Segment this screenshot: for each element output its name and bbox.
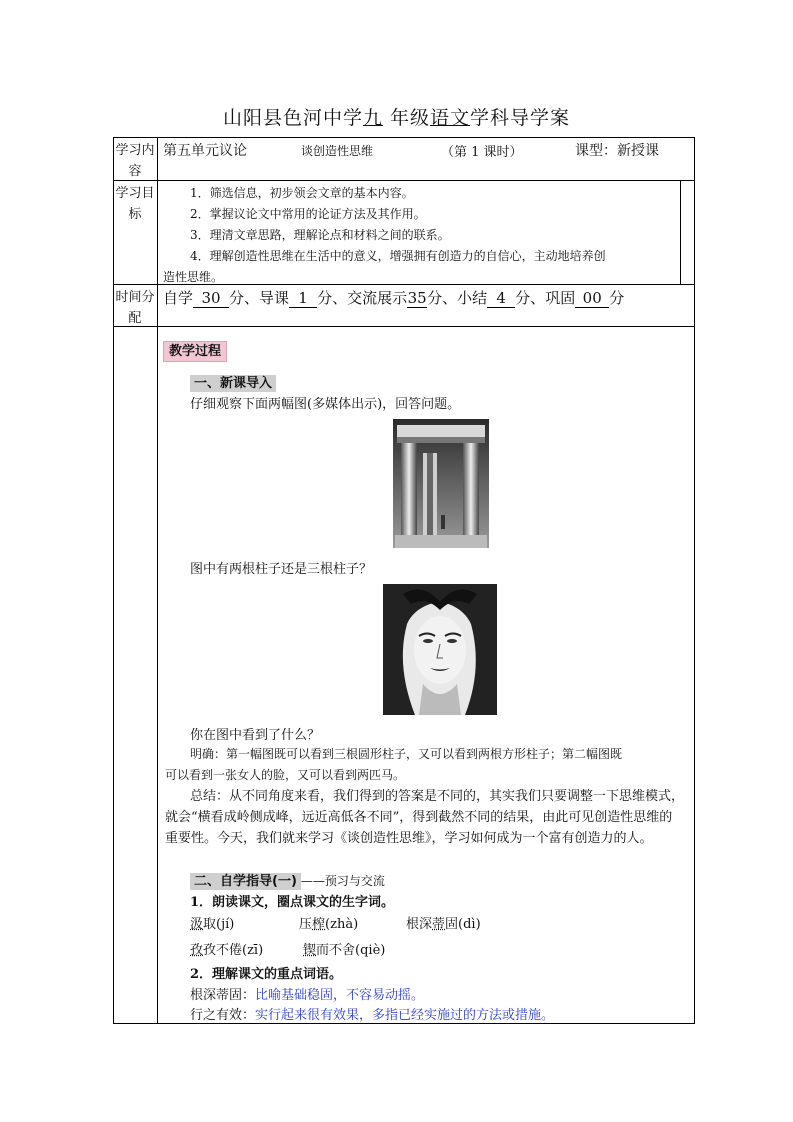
vocab-word-2: 压榨(zhà) [299,917,359,932]
label-study-goals: 学习目标 [115,186,155,222]
lesson-period: （第 1 课时） [441,145,523,160]
time-self-study: 30 [193,289,229,308]
vocab-word-1: 汲取(jí) [190,917,235,932]
time-exchange: 35 [407,289,427,307]
time-allocation: 自学 30 分、导课 1 分、交流展示35分、小结 4 分、巩固 00 分 [163,289,625,307]
pillars-illusion-image [393,419,489,548]
label-study-content: 学习内容 [115,143,155,179]
objective-4-cont: 造性思维。 [163,270,224,284]
question-2: 你在图中看到了什么？ [190,728,321,743]
process-heading: 教学过程 [163,340,227,359]
vocab-def-2: 行之有效：实行起来很有效果，多指已经实施过的方法或措施。 [190,1008,555,1023]
objective-4: 4．理解创造性思维在生活中的意义，增强拥有创造力的自信心，主动地培养创 [190,249,606,263]
section-1-intro: 仔细观察下面两幅图(多媒体出示)，回答问题。 [190,397,461,412]
vocab-def-1: 根深蒂固：比喻基础稳固，不容易动摇。 [190,988,425,1003]
label-time-allocation: 时间分配 [115,290,155,326]
answer-line-1: 明确：第一幅图既可以看到三根圆形柱子，又可以看到两根方形柱子；第二幅图既 [190,747,623,761]
lesson-type: 课型：新授课 [575,143,659,159]
lesson-name: 谈创造性思维 [301,144,374,158]
face-horses-illusion-image [383,584,497,715]
vocab-word-4: 孜孜不倦(zī) [190,943,264,958]
time-summary: 4 [487,289,515,308]
summary-paragraph: 总结：从不同角度来看，我们得到的答案是不同的，其实我们只要调整一下思维模式，就会“横看成岭侧成峰，远近高低各不同”，得到截然不同的结果，由此可见创造性思维的重要性。今天，我们就来学习《谈创造性思维》，学习如何成为一个富有创造力的人。 [165,789,685,846]
objective-3: 3．理清文章思路，理解论点和材料之间的联系。 [190,228,450,242]
page-title: 山阳县色河中学九 年级语文学科导学案 [222,107,571,129]
objective-1: 1．筛选信息，初步领会文章的基本内容。 [190,186,414,200]
section-1-title: 一、新课导入 [190,372,276,391]
task-2: 2．理解课文的重点词语。 [190,967,343,982]
time-consolidate: 00 [575,289,609,308]
unit-name: 第五单元议论 [163,143,247,159]
question-1: 图中有两根柱子还是三根柱子？ [190,562,373,577]
answer-line-2: 可以看到一张女人的脸，又可以看到两匹马。 [165,768,406,782]
vocab-word-3: 根深蒂固(dì) [406,917,481,932]
time-intro: 1 [289,289,317,308]
section-2-title: 二、自学指导(一) ——预习与交流 [190,870,385,889]
vocab-word-5: 锲而不舍(qiè) [303,943,386,958]
objective-2: 2．掌握议论文中常用的论证方法及其作用。 [190,207,426,221]
task-1: 1．朗读课文，圈点课文的生字词。 [190,895,395,910]
